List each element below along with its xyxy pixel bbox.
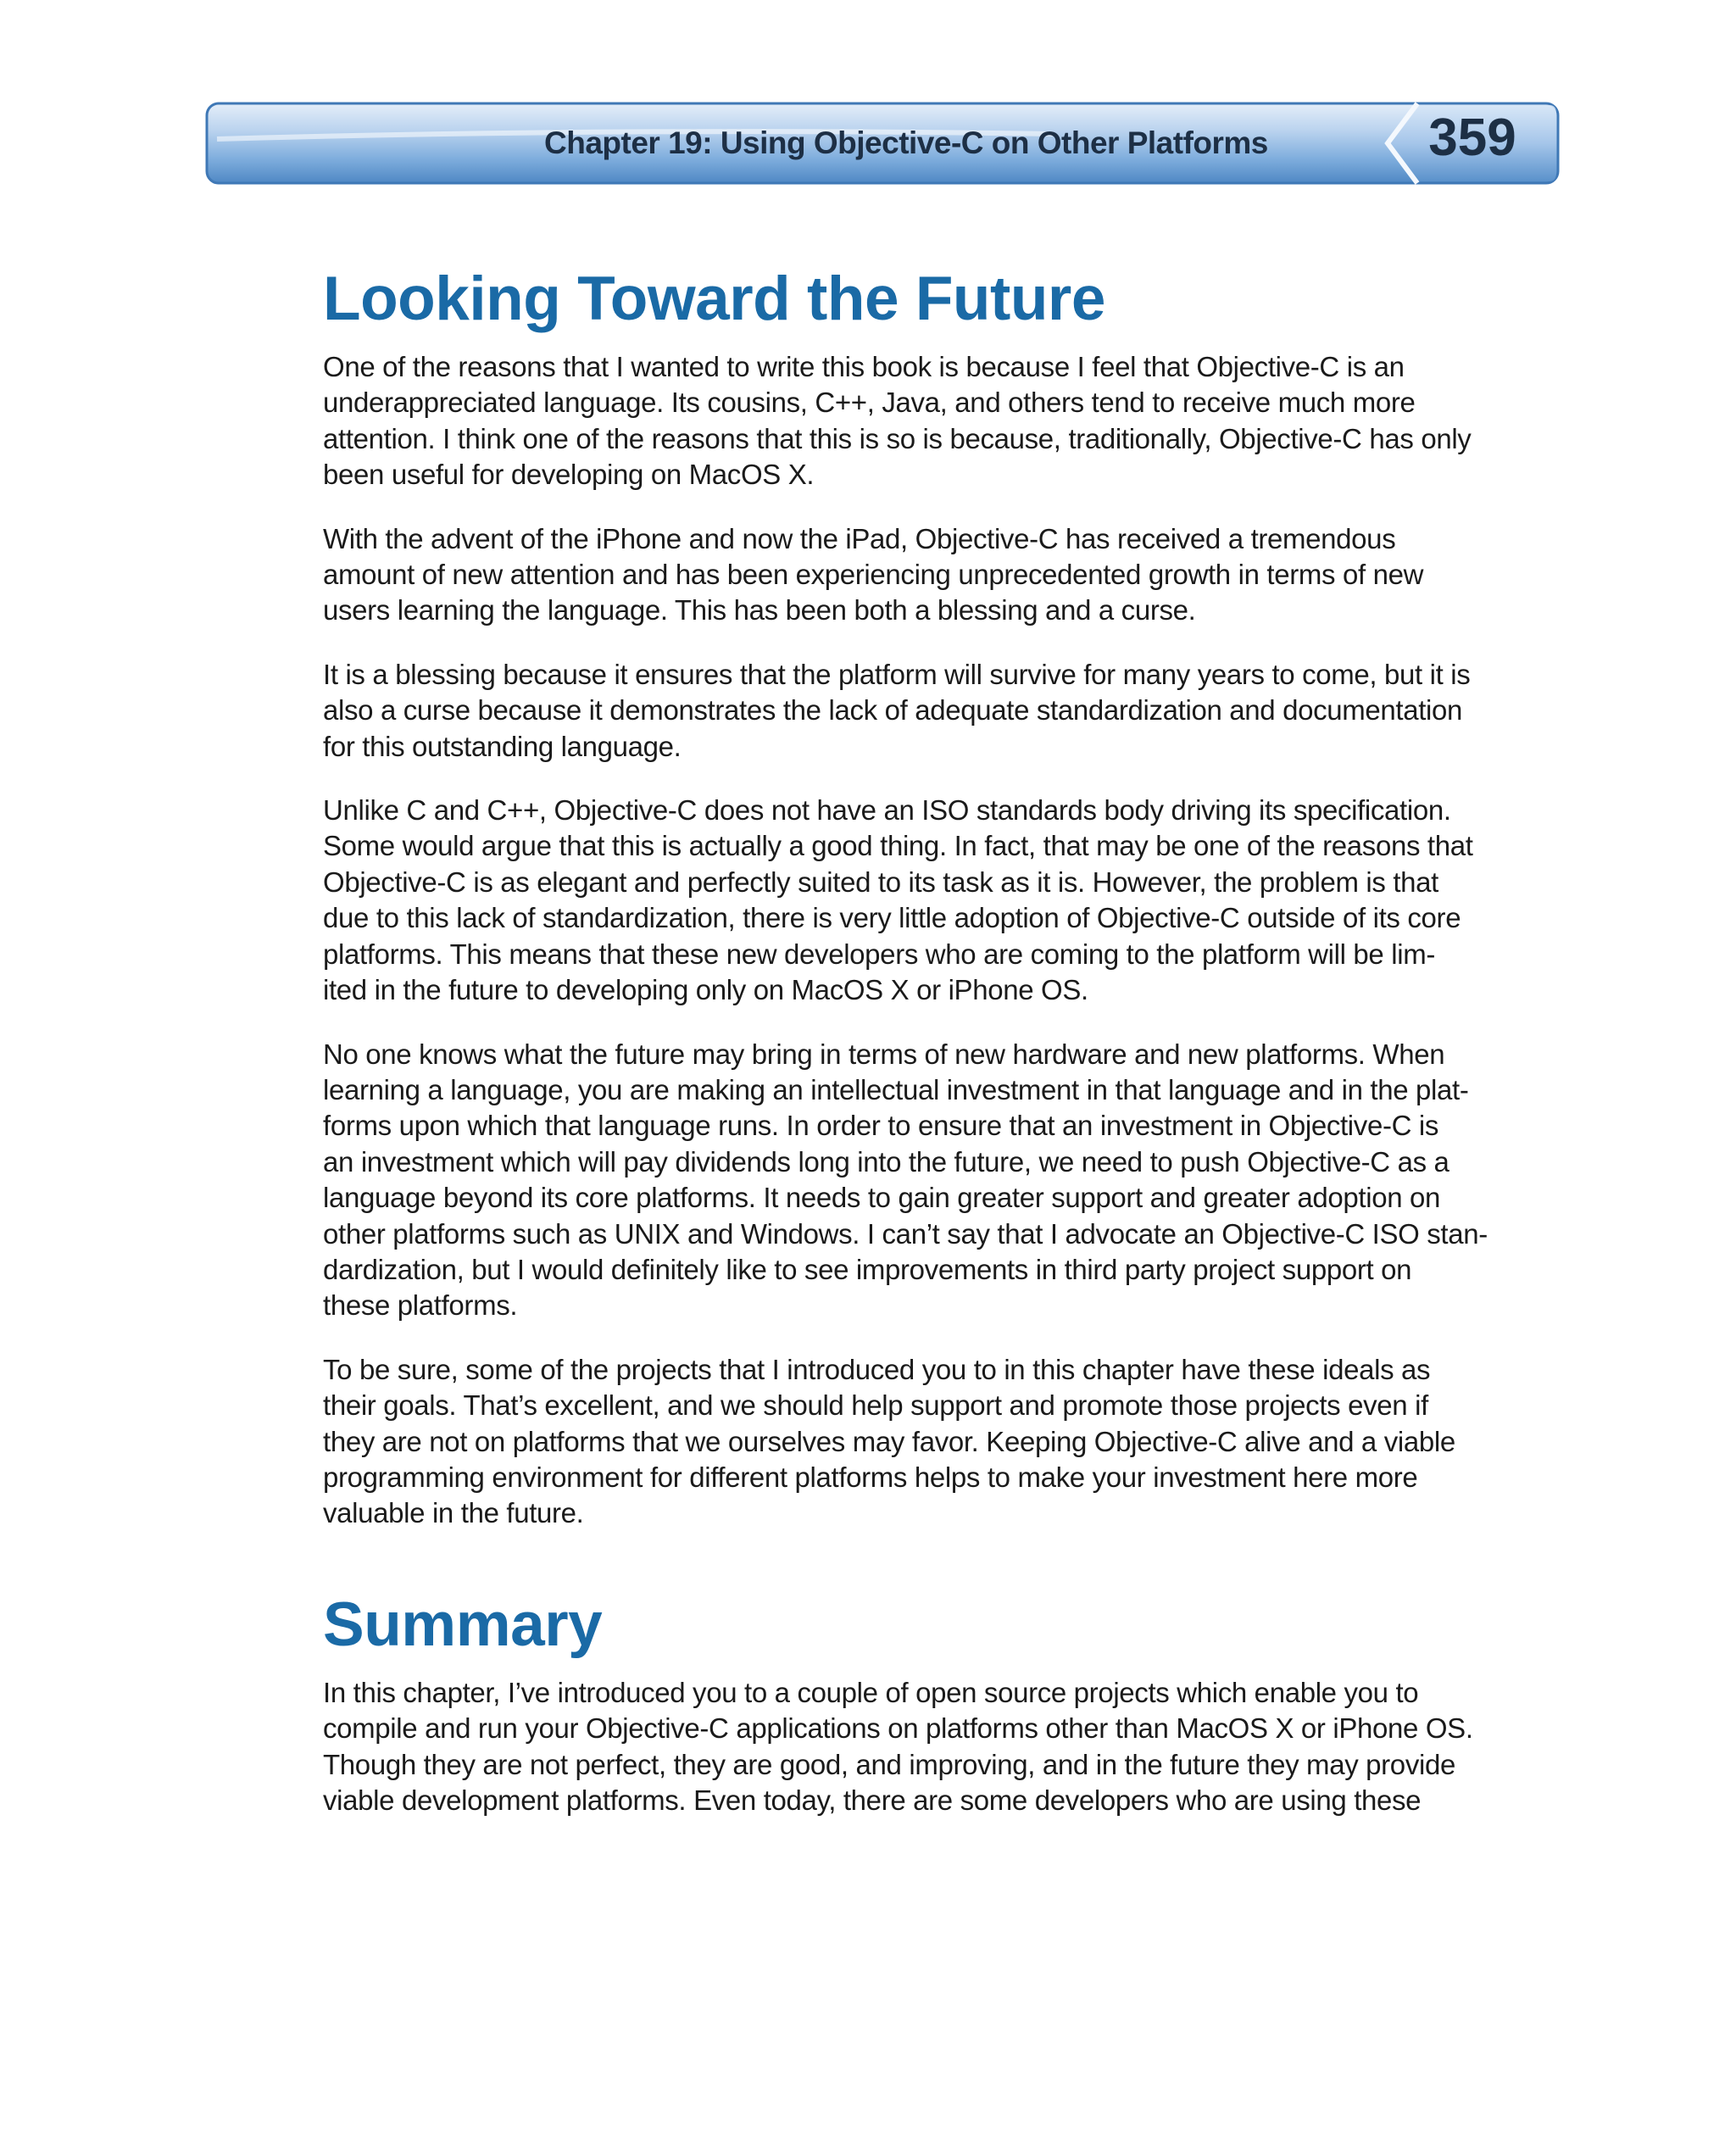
chapter-title: Chapter 19: Using Objective-C on Other Platforms <box>544 125 1268 160</box>
section-summary <box>323 1587 1562 1819</box>
page-content <box>323 261 1562 1846</box>
section-heading: Looking Toward the Future <box>323 264 1105 333</box>
paragraph: It is a blessing because it ensures that the platform will survive for many years to come, but it is also a curse because it demonstrates the lack of adequate standardization and documentation for this outstanding language. <box>323 658 1471 762</box>
paragraph: With the advent of the iPhone and now the iPad, Objective-C has received a tremendous amount of new attention and has been experiencing unprecedented growth in terms of new users learning the language. This has been both a blessing and a curse. <box>323 522 1424 626</box>
paragraph: No one knows what the future may bring in terms of new hardware and new platforms. When learning a language, you are making an intellectual investment in that language and in the plat- forms upon which that language runs. In order to ensure that an investment in Objective-C is an investment which will pay dividends long into the future, we need to push Objective-C as a language beyond its core platforms. It needs to gain greater support and greater adoption on other platforms such as UNIX and Windows. I can’t say that I advocate an Objective-C ISO stan- dardization, but I would definitely like to see improvements in third party project support on these platforms. <box>323 1038 1488 1322</box>
section-looking-toward-the-future <box>323 261 1562 1532</box>
paragraph: One of the reasons that I wanted to write this book is because I feel that Objective-C is an underappreciated language. Its cousins, C++, Java, and others tend to receive much more attention. I think one of the reasons that this is so is because, traditionally, Objective-C has only been useful for developing on MacOS X. <box>323 351 1472 491</box>
paragraph: In this chapter, I’ve introduced you to a couple of open source projects which enable you to compile and run your Objective-C applications on platforms other than MacOS X or iPhone OS. Though they are not perfect, they are good, and improving, and in the future they may provide viable development platforms. Even today, there are some developers who are using these <box>323 1676 1473 1816</box>
page-number: 359 <box>1428 109 1516 167</box>
paragraph: Unlike C and C++, Objective-C does not have an ISO standards body driving its specification. Some would argue that this is actually a good thing. In fact, that may be one of the reasons that Objective-C is as elegant and perfectly suited to its task as it is. However, the problem is that due to this lack of standardization, there is very little adoption of Objective-C outside of its core platforms. This means that these new developers who are coming to the platform will be lim- ited in the future to developing only on MacOS X or iPhone OS. <box>323 794 1473 1006</box>
chapter-header-banner <box>205 102 1560 185</box>
section-heading: Summary <box>323 1589 603 1659</box>
paragraph: To be sure, some of the projects that I introduced you to in this chapter have these ideals as their goals. That’s excellent, and we should help support and promote those projects even if they are not on platforms that we ourselves may favor. Keeping Objective-C alive and a viable programming environment for different platforms helps to make your investment here more valuable in the future. <box>323 1353 1455 1529</box>
